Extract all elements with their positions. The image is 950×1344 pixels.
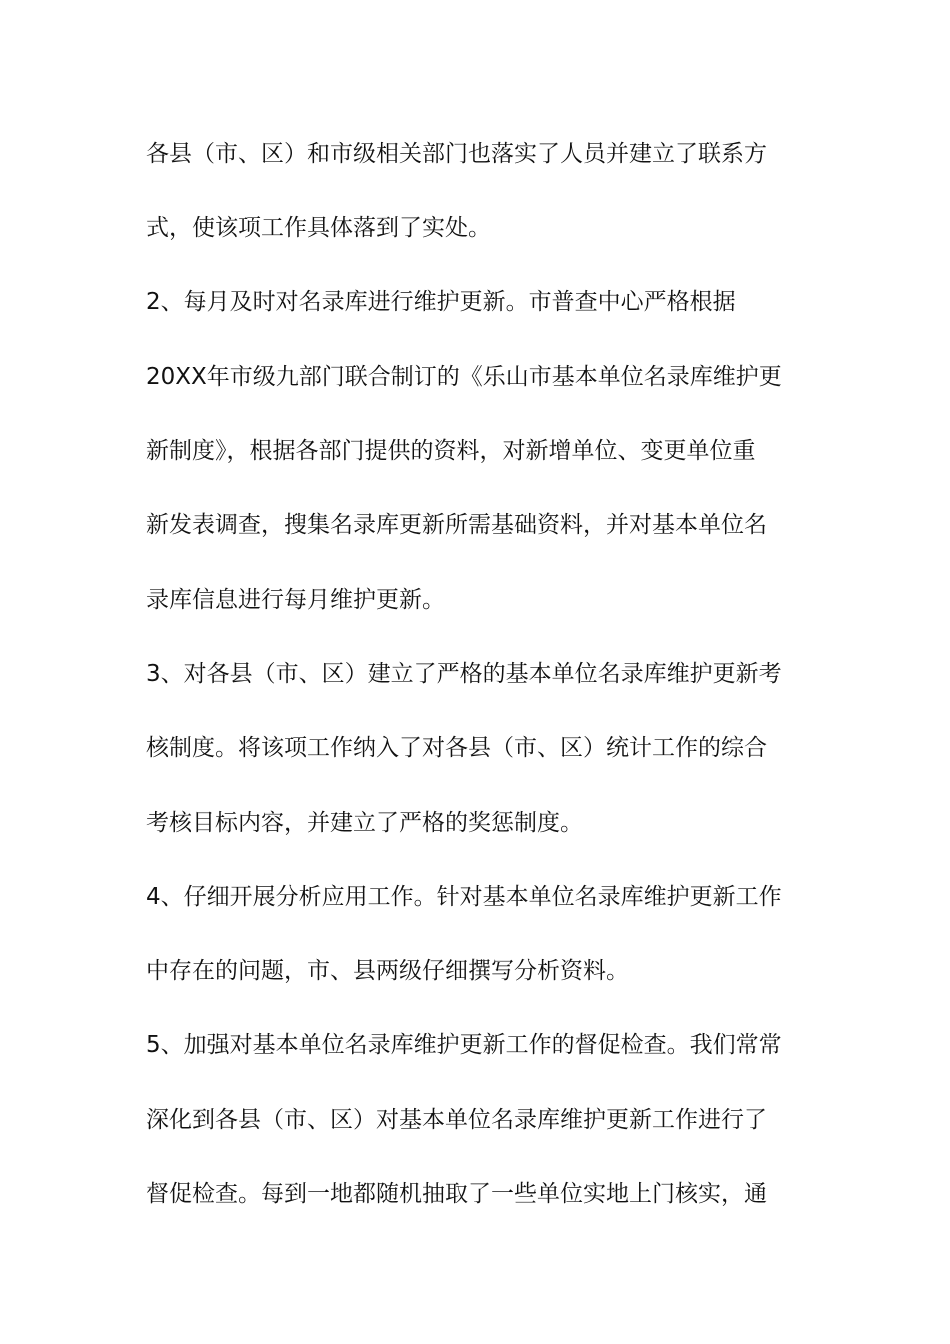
text-line: 5、加强对基本单位名录库维护更新工作的督促检查。我们常常 <box>146 1032 782 1058</box>
text-line: 核制度。将该项工作纳入了对各县（市、区）统计工作的综合 <box>146 735 767 761</box>
text-line: 20XX年市级九部门联合制订的《乐山市基本单位名录库维护更 <box>146 364 782 390</box>
text-line: 深化到各县（市、区）对基本单位名录库维护更新工作进行了 <box>146 1107 767 1133</box>
text-line: 4、仔细开展分析应用工作。针对基本单位名录库维护更新工作 <box>146 884 782 910</box>
text-line: 2、每月及时对名录库进行维护更新。市普查中心严格根据 <box>146 289 736 315</box>
text-line: 式，使该项工作具体落到了实处。 <box>146 215 491 241</box>
text-line: 督促检查。每到一地都随机抽取了一些单位实地上门核实，通 <box>146 1181 767 1207</box>
text-line: 各县（市、区）和市级相关部门也落实了人员并建立了联系方 <box>146 141 767 167</box>
text-line: 考核目标内容，并建立了严格的奖惩制度。 <box>146 810 583 836</box>
text-line: 录库信息进行每月维护更新。 <box>146 587 445 613</box>
text-line: 中存在的问题，市、县两级仔细撰写分析资料。 <box>146 958 629 984</box>
text-line: 3、对各县（市、区）建立了严格的基本单位名录库维护更新考 <box>146 661 782 687</box>
text-line: 新发表调查，搜集名录库更新所需基础资料，并对基本单位名 <box>146 512 767 538</box>
text-line: 新制度》，根据各部门提供的资料，对新增单位、变更单位重 <box>146 438 756 464</box>
